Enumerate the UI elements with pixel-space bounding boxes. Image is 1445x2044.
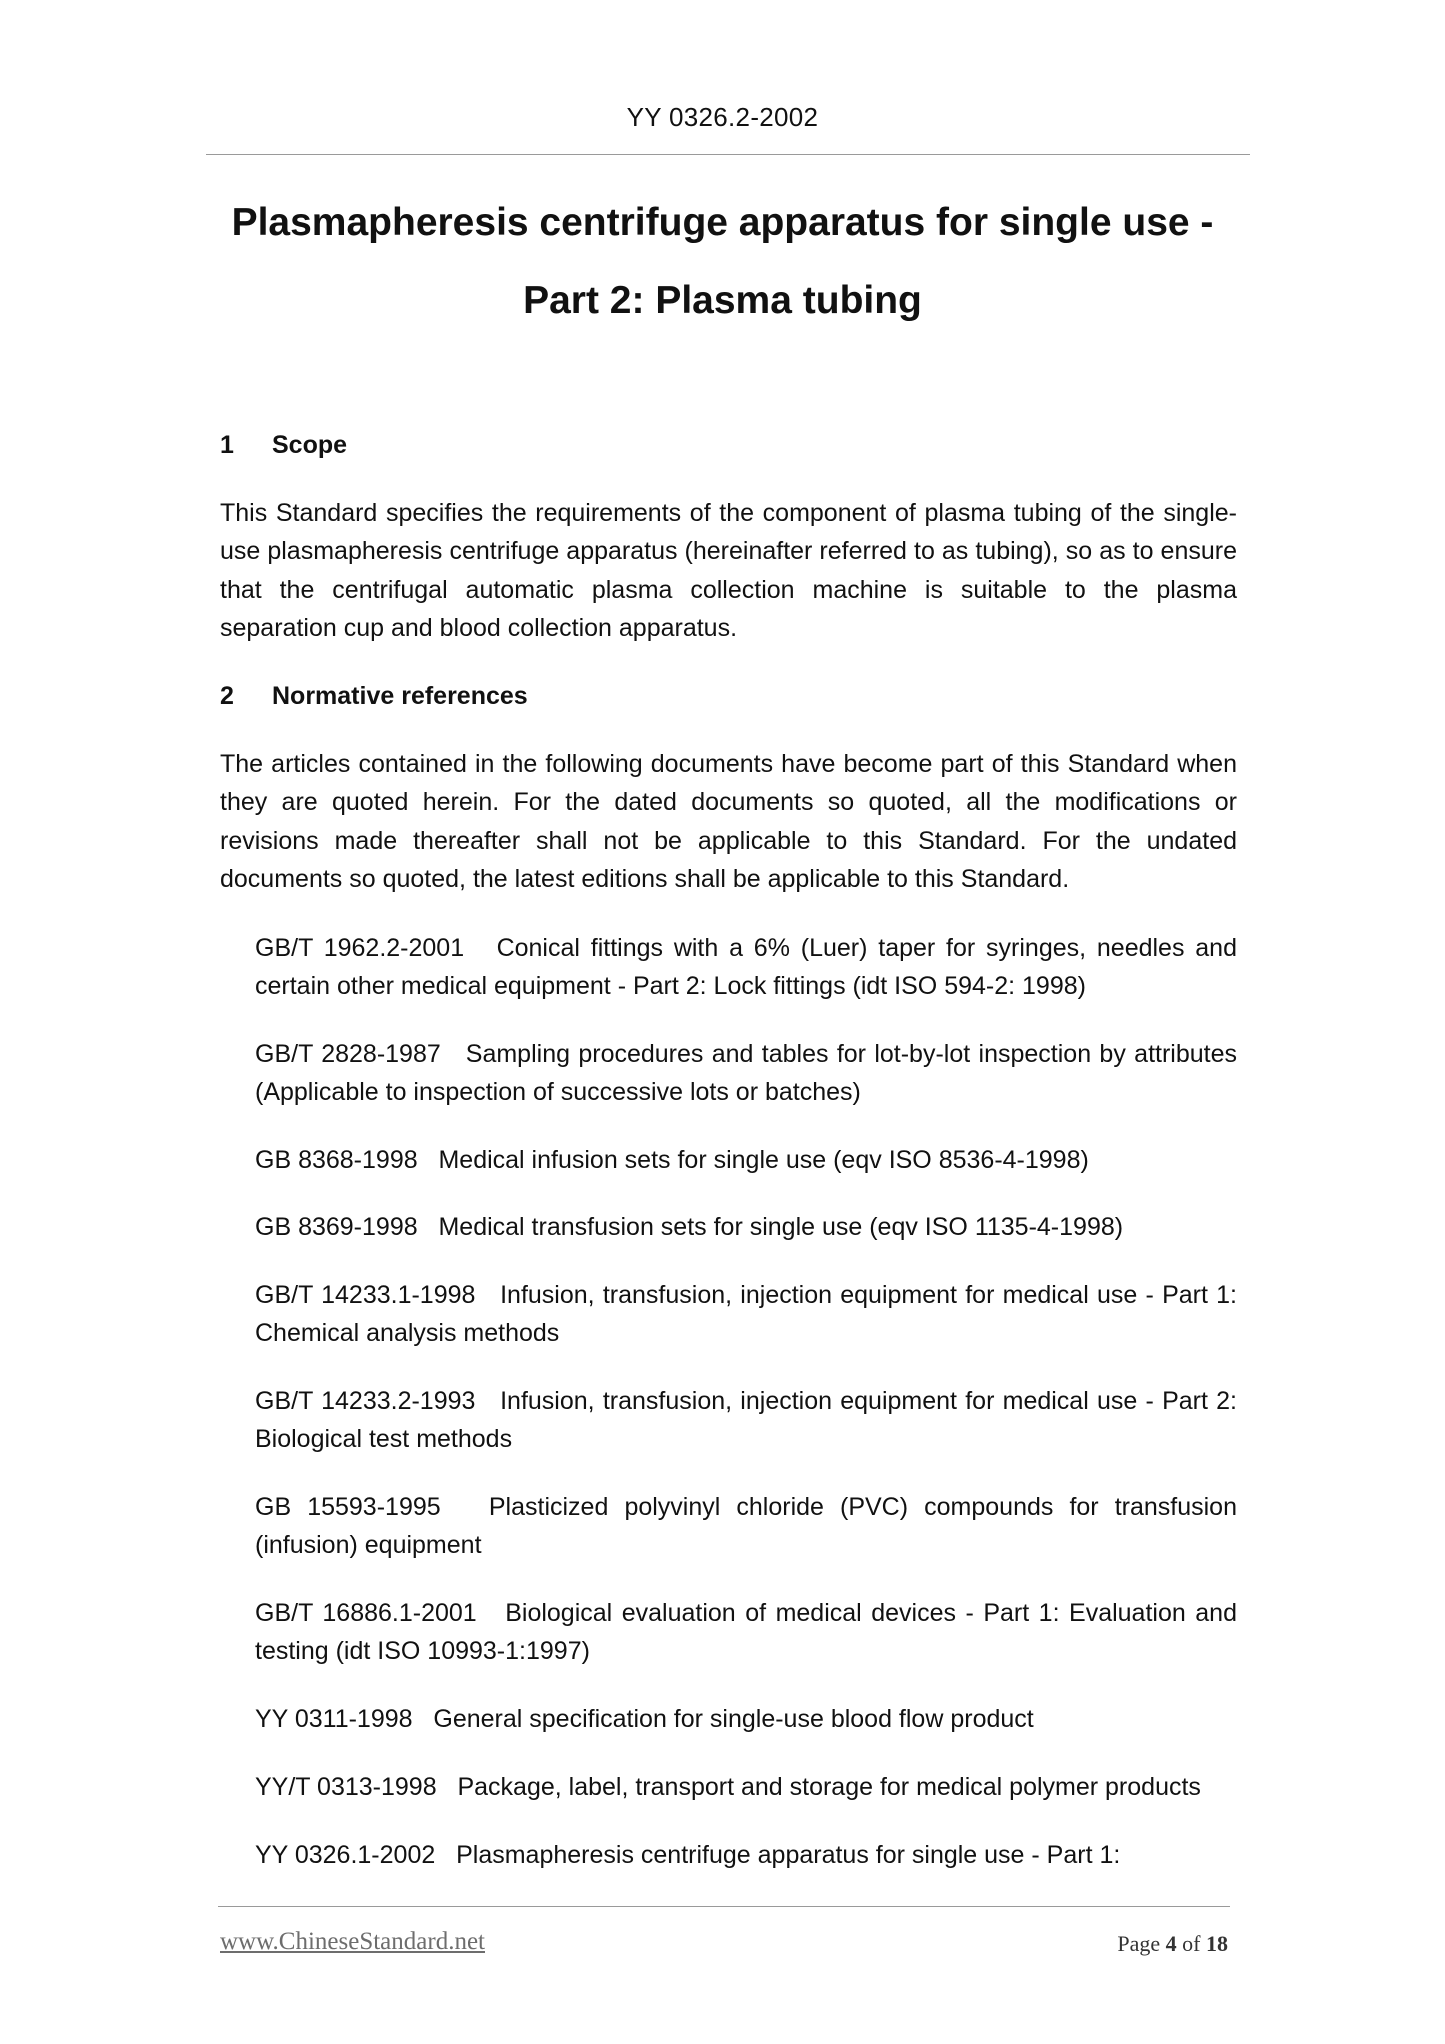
reference-code: YY 0311-1998 — [255, 1705, 413, 1733]
reference-code: GB/T 2828-1987 — [255, 1040, 441, 1068]
header-divider — [206, 154, 1250, 155]
page-indicator — [1117, 1931, 1228, 1957]
section-title: Normative references — [272, 682, 528, 710]
reference-title: Conical fittings with a 6% (Luer) taper for syringes, needles and certain other medical equipment - Part 2: Lock fittings (idt ISO 594-2: 1998) — [255, 934, 1237, 1001]
footer-divider — [218, 1906, 1230, 1907]
website-link[interactable]: www.ChineseStandard.net — [220, 1928, 485, 1955]
reference-title: Medical transfusion sets for single use (eqv ISO 1135-4-1998) — [438, 1213, 1124, 1241]
reference-title: General specification for single-use blood flow product — [433, 1705, 1034, 1733]
reference-code: GB 8368-1998 — [255, 1146, 418, 1174]
reference-title: Sampling procedures and tables for lot-by-lot inspection by attributes (Applicable to inspection of successive lots or batches) — [255, 1040, 1237, 1107]
page-word: Page — [1117, 1931, 1161, 1956]
reference-code: GB/T 14233.1-1998 — [255, 1281, 476, 1309]
reference-code: GB 15593-1995 — [255, 1493, 441, 1521]
reference-title: Medical infusion sets for single use (eqv ISO 8536-4-1998) — [438, 1146, 1089, 1174]
reference-item — [255, 1700, 1237, 1738]
reference-title: Plasticized polyvinyl chloride (PVC) compounds for transfusion (infusion) equipment — [255, 1493, 1237, 1560]
reference-title: Plasmapheresis centrifuge apparatus for single use - Part 1: — [456, 1841, 1121, 1869]
page-of: of — [1182, 1931, 1201, 1956]
reference-item — [255, 929, 1237, 1006]
reference-code: GB 8369-1998 — [255, 1213, 418, 1241]
reference-code: GB/T 1962.2-2001 — [255, 934, 465, 962]
section-number: 2 — [220, 682, 234, 710]
page-current: 4 — [1165, 1931, 1177, 1956]
reference-item — [255, 1768, 1237, 1806]
document-code-header: YY 0326.2-2002 — [626, 102, 819, 132]
page-total: 18 — [1206, 1931, 1228, 1956]
reference-item — [255, 1035, 1237, 1112]
reference-title: Infusion, transfusion, injection equipment for medical use - Part 1: Chemical analysis methods — [255, 1281, 1237, 1348]
document-title-line-1: Plasmapheresis centrifuge apparatus for single use - — [231, 201, 1214, 244]
reference-title: Package, label, transport and storage for medical polymer products — [457, 1773, 1201, 1801]
reference-item — [255, 1276, 1237, 1353]
reference-title: Biological evaluation of medical devices - Part 1: Evaluation and testing (idt ISO 10993-1:1997) — [255, 1599, 1237, 1666]
reference-item — [255, 1836, 1237, 1874]
section-number: 1 — [220, 431, 234, 459]
section-heading-scope — [220, 429, 347, 461]
reference-code: YY 0326.1-2002 — [255, 1841, 436, 1869]
reference-code: GB/T 16886.1-2001 — [255, 1599, 477, 1627]
reference-code: YY/T 0313-1998 — [255, 1773, 437, 1801]
section-heading-normative-references — [220, 680, 528, 712]
reference-item — [255, 1594, 1237, 1671]
reference-item — [255, 1141, 1237, 1179]
section-title: Scope — [272, 431, 348, 459]
reference-item — [255, 1488, 1237, 1565]
scope-paragraph: This Standard specifies the requirements of the component of plasma tubing of the single-use plasmapheresis centrifuge apparatus (hereinafter referred to as tubing), so as to ensure that the centrifugal automatic plasma collection machine is suitable to the plasma separation cup and blood collection apparatus. — [220, 499, 1237, 643]
reference-title: Infusion, transfusion, injection equipment for medical use - Part 2: Biological test methods — [255, 1387, 1237, 1454]
reference-item — [255, 1208, 1237, 1246]
reference-item — [255, 1382, 1237, 1459]
document-title-line-2: Part 2: Plasma tubing — [523, 279, 922, 322]
normative-references-paragraph: The articles contained in the following documents have become part of this Standard when they are quoted herein. For the dated documents so quoted, all the modifications or revisions made thereafter shall not be applicable to this Standard. For the undated documents so quoted, the latest editions shall be applicable to this Standard. — [220, 750, 1237, 894]
reference-code: GB/T 14233.2-1993 — [255, 1387, 476, 1415]
